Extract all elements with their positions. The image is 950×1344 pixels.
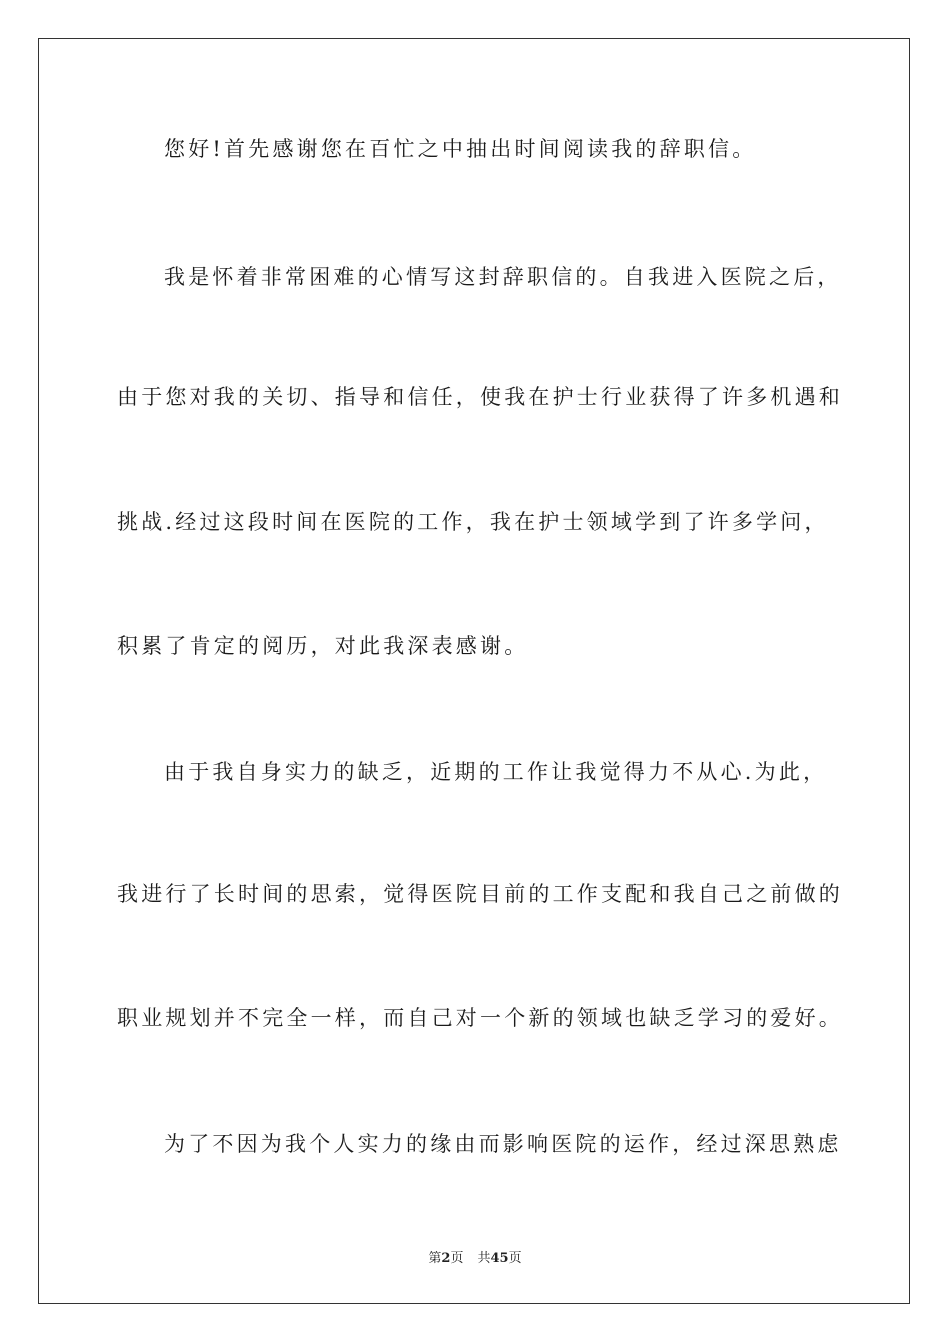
paragraph-line-4: 挑战.经过这段时间在医院的工作，我在护士领域学到了许多学问， — [117, 510, 829, 534]
paragraph-line-5: 积累了肯定的阅历，对此我深表感谢。 — [117, 634, 529, 658]
paragraph-line-6: 由于我自身实力的缺乏，近期的工作让我觉得力不从心.为此， — [164, 760, 828, 784]
paragraph-line-1: 您好!首先感谢您在百忙之中抽出时间阅读我的辞职信。 — [164, 137, 757, 161]
page-border — [38, 38, 910, 1304]
footer-total-suffix: 页 — [508, 1251, 522, 1266]
footer-total-prefix: 共 — [477, 1251, 491, 1266]
paragraph-line-2: 我是怀着非常困难的心情写这封辞职信的。自我进入医院之后， — [164, 265, 842, 289]
paragraph-line-3: 由于您对我的关切、指导和信任，使我在护士行业获得了许多机遇和 — [117, 385, 843, 409]
paragraph-line-7: 我进行了长时间的思索，觉得医院目前的工作支配和我自己之前做的 — [117, 882, 843, 906]
footer-page-number: 2 — [441, 1251, 451, 1266]
footer-page-suffix: 页 — [450, 1251, 464, 1266]
paragraph-line-8: 职业规划并不完全一样，而自己对一个新的领域也缺乏学习的爱好。 — [117, 1006, 843, 1030]
page-footer — [0, 1247, 950, 1266]
footer-page-prefix: 第 — [428, 1251, 442, 1266]
footer-total-pages: 45 — [490, 1251, 509, 1266]
paragraph-line-9: 为了不因为我个人实力的缘由而影响医院的运作，经过深思熟虑 — [164, 1132, 842, 1156]
